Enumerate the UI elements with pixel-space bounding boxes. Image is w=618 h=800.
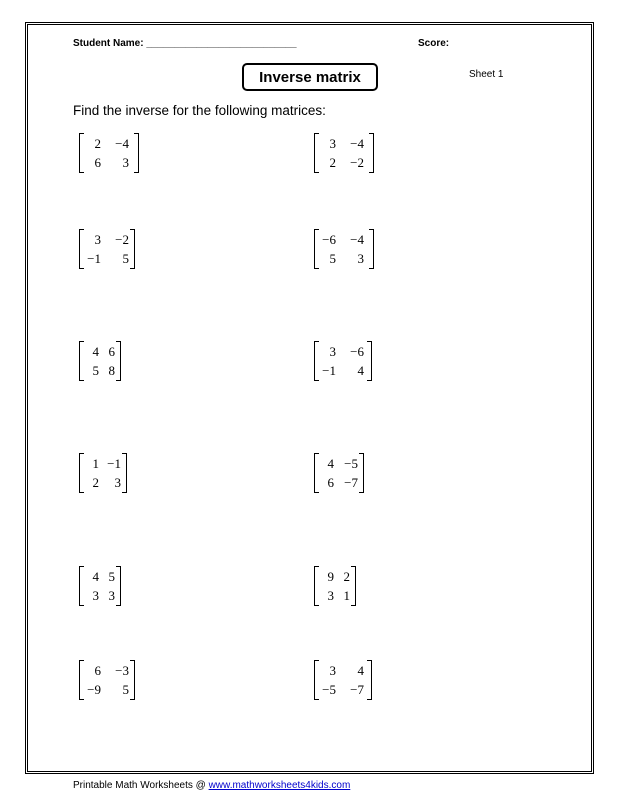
matrix-4: [314, 229, 374, 269]
matrix-cell: 3: [329, 136, 336, 151]
matrix-cell: −3: [115, 663, 129, 678]
right-bracket: [130, 229, 135, 269]
matrix-cell: 2: [92, 475, 99, 490]
matrix-9: [79, 566, 121, 606]
matrix-cell: −1: [107, 456, 121, 471]
right-bracket: [116, 566, 121, 606]
matrix-cell: 6: [108, 344, 115, 359]
score-label: Score:: [418, 38, 450, 49]
matrix-cell: −4: [350, 136, 364, 151]
matrix-10: [314, 566, 356, 606]
matrix-cell: 5: [329, 251, 336, 266]
matrix-cell: 4: [357, 363, 364, 378]
matrix-cell: 5: [122, 251, 129, 266]
right-bracket: [367, 341, 372, 381]
matrix-cell: −7: [350, 682, 364, 697]
right-bracket: [367, 660, 372, 700]
matrix-cell: −6: [350, 344, 364, 359]
matrix-cell: 4: [92, 344, 99, 359]
matrix-12: [314, 660, 372, 700]
matrix-cell: 3: [329, 663, 336, 678]
matrix-cell: −7: [344, 475, 358, 490]
right-bracket: [134, 133, 139, 173]
instruction-text: Find the inverse for the following matrices:: [73, 103, 326, 118]
matrix-cell: 2: [343, 569, 350, 584]
matrix-cell: −5: [344, 456, 358, 471]
matrix-cell: 1: [343, 588, 350, 603]
matrix-cell: −1: [87, 251, 101, 266]
matrix-cell: −4: [350, 232, 364, 247]
student-name-label: Student Name: ___________________________: [73, 38, 297, 49]
matrix-cell: −2: [115, 232, 129, 247]
right-bracket: [116, 341, 121, 381]
matrix-8: [314, 453, 364, 493]
right-bracket: [359, 453, 364, 493]
matrix-5: [79, 341, 121, 381]
matrix-6: [314, 341, 372, 381]
matrix-1: [79, 133, 139, 173]
sheet-number: Sheet 1: [469, 69, 504, 80]
matrix-cell: 3: [114, 475, 121, 490]
right-bracket: [351, 566, 356, 606]
matrix-cell: 5: [122, 682, 129, 697]
matrix-cell: 6: [94, 663, 101, 678]
matrix-cell: −1: [322, 363, 336, 378]
matrix-2: [314, 133, 374, 173]
matrix-cell: 3: [329, 344, 336, 359]
matrix-cell: 3: [122, 155, 129, 170]
matrix-cell: 5: [92, 363, 99, 378]
matrix-cell: −9: [87, 682, 101, 697]
footer-link[interactable]: www.mathworksheets4kids.com: [208, 780, 351, 791]
matrix-cell: −4: [115, 136, 129, 151]
matrix-cell: 8: [108, 363, 115, 378]
matrix-cell: 6: [327, 475, 334, 490]
matrix-11: [79, 660, 135, 700]
matrix-cell: −6: [322, 232, 336, 247]
matrix-cell: −2: [350, 155, 364, 170]
matrix-cell: 4: [327, 456, 334, 471]
matrix-cell: 3: [357, 251, 364, 266]
right-bracket: [130, 660, 135, 700]
worksheet-title: Inverse matrix: [242, 63, 378, 91]
matrix-cell: 4: [92, 569, 99, 584]
right-bracket: [369, 229, 374, 269]
matrix-cell: 2: [94, 136, 101, 151]
right-bracket: [369, 133, 374, 173]
right-bracket: [122, 453, 127, 493]
matrix-cell: 3: [108, 588, 115, 603]
matrix-cell: −5: [322, 682, 336, 697]
matrix-cell: 9: [327, 569, 334, 584]
matrix-cell: 4: [357, 663, 364, 678]
matrix-7: [79, 453, 127, 493]
matrix-3: [79, 229, 135, 269]
matrix-cell: 1: [92, 456, 99, 471]
matrix-cell: 3: [327, 588, 334, 603]
matrix-cell: 2: [329, 155, 336, 170]
matrix-cell: 6: [94, 155, 101, 170]
matrix-cell: 3: [92, 588, 99, 603]
footer-prefix: Printable Math Worksheets @: [73, 780, 209, 791]
matrix-cell: 3: [94, 232, 101, 247]
footer: [73, 780, 350, 791]
matrix-cell: 5: [108, 569, 115, 584]
